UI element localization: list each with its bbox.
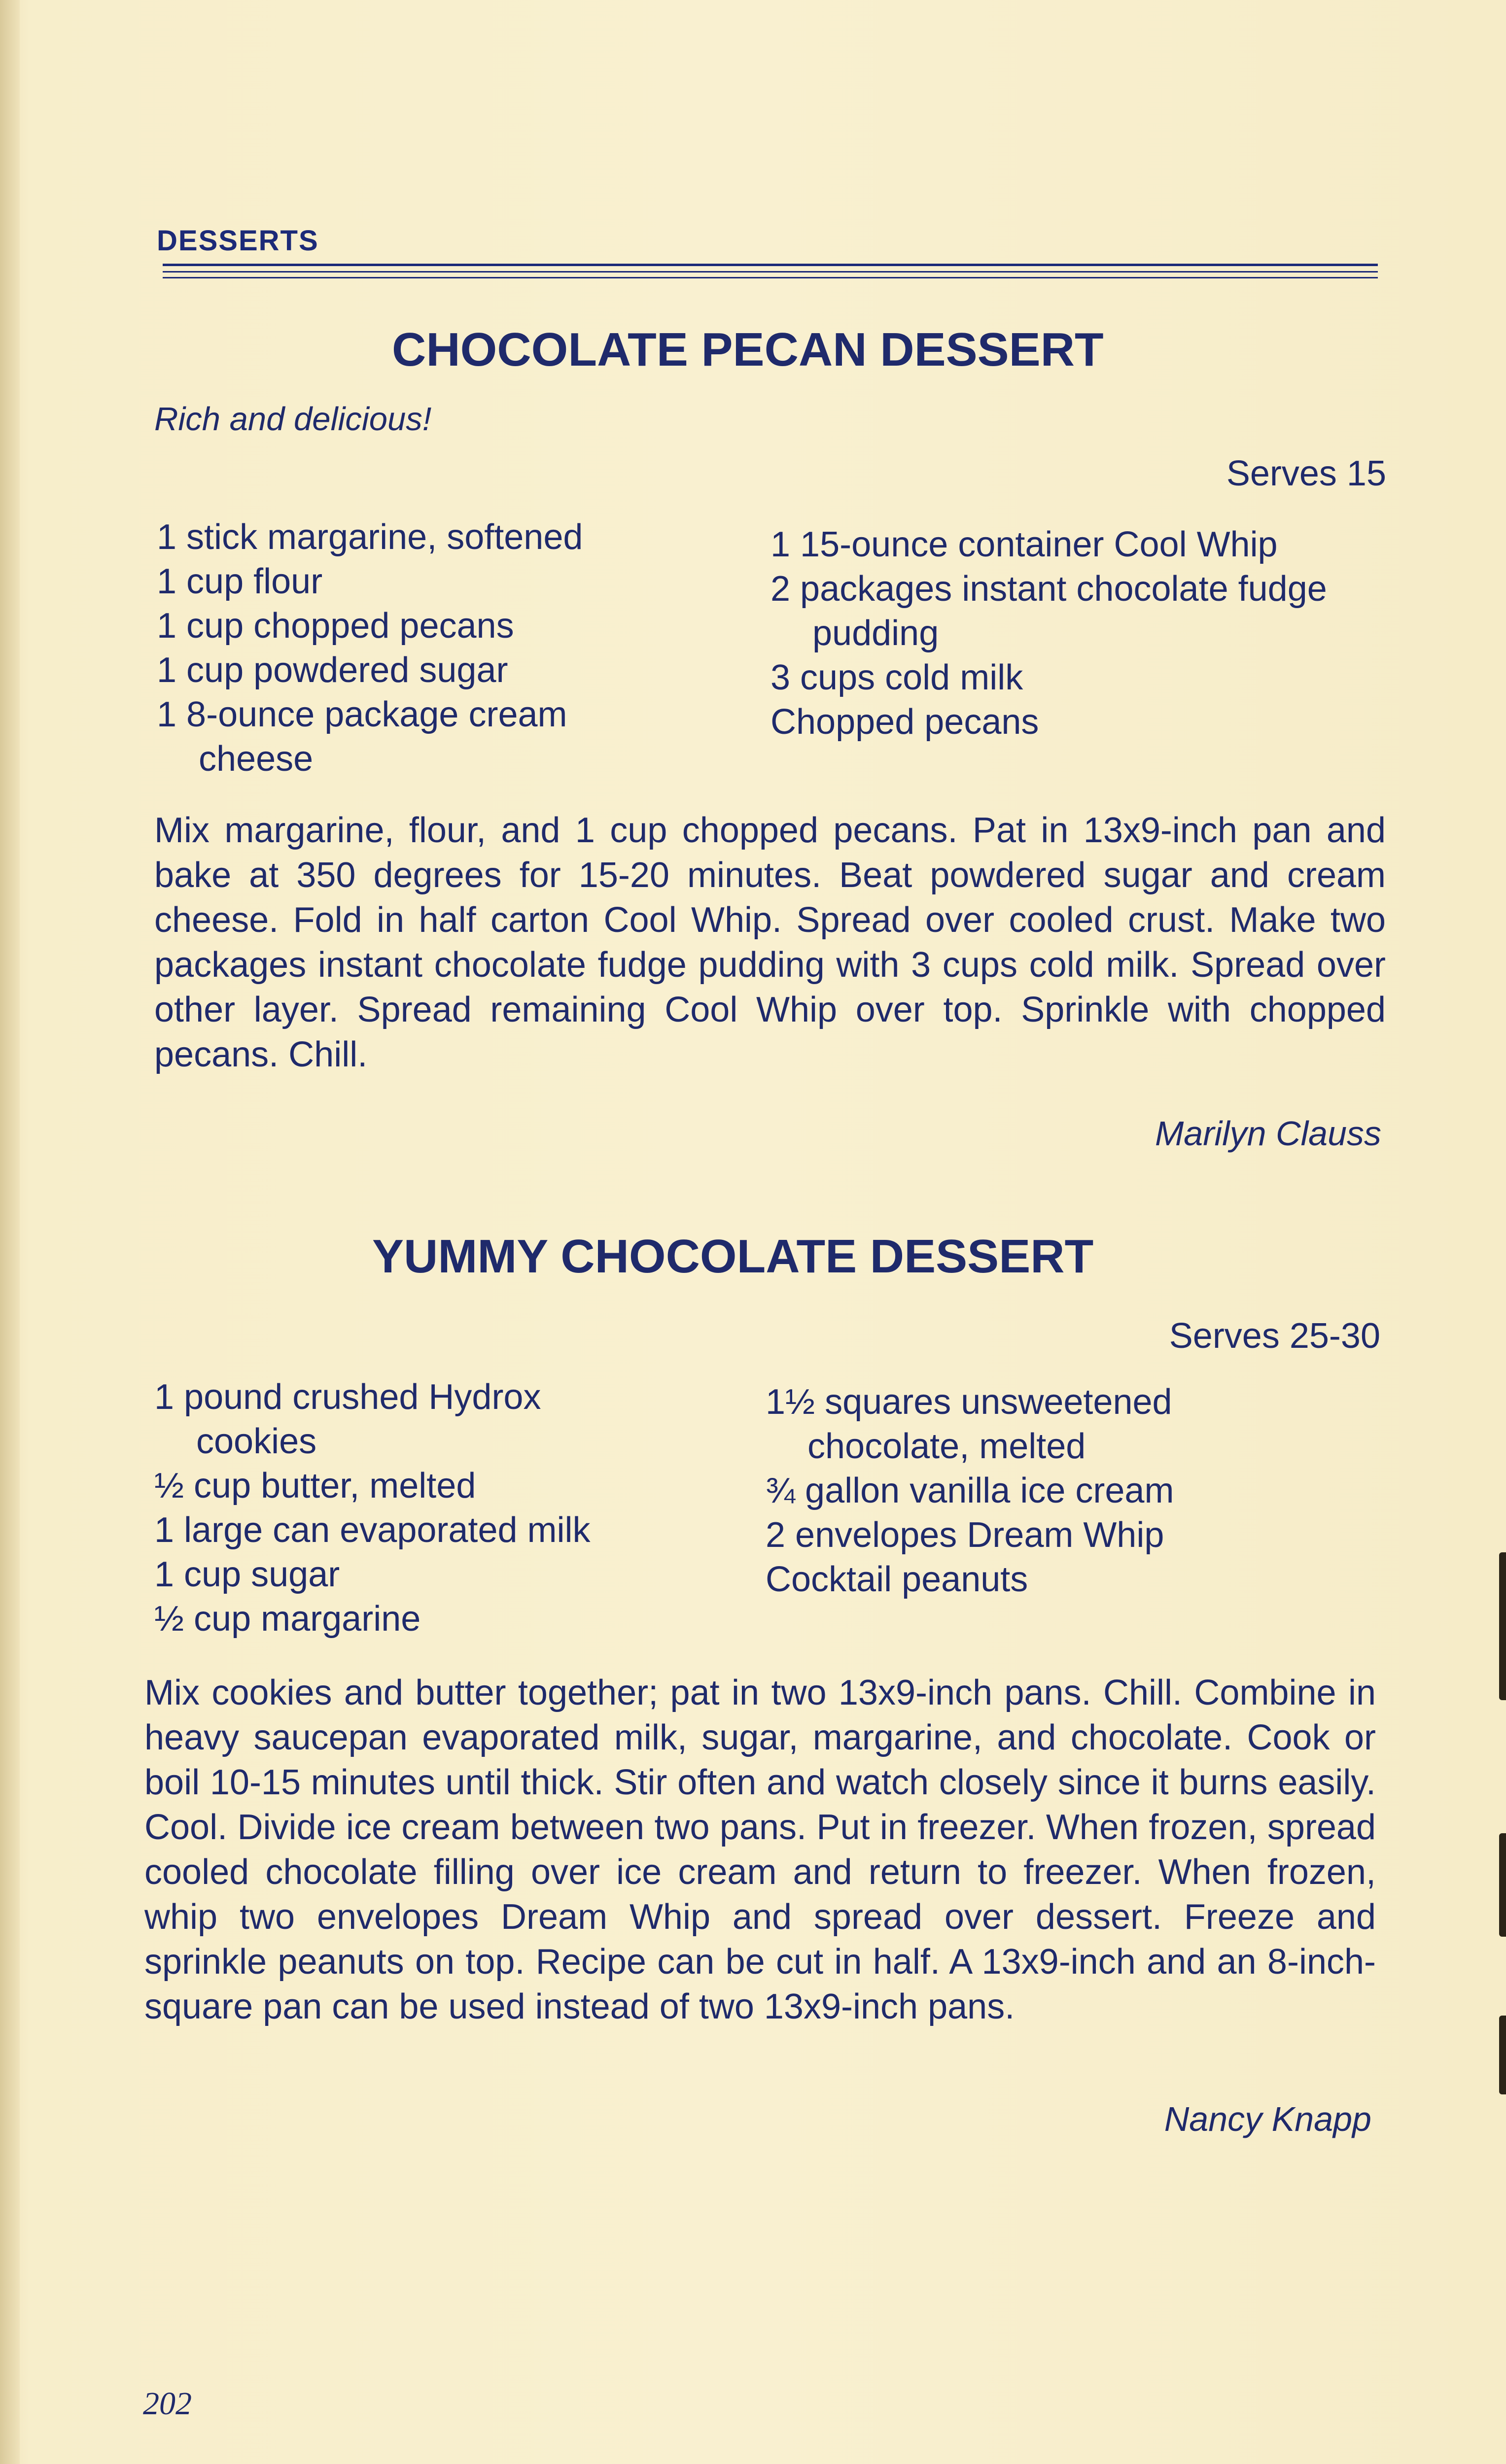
ingredient: Chopped pecans bbox=[771, 702, 1039, 742]
ingredient: 2 packages instant chocolate fudge bbox=[771, 569, 1327, 609]
page-edge-mark bbox=[1499, 1833, 1506, 1937]
ingredient: 1 8-ounce package cream bbox=[157, 695, 567, 734]
recipe-title: YUMMY CHOCOLATE DESSERT bbox=[372, 1230, 1094, 1283]
ingredient: 1 cup powdered sugar bbox=[157, 650, 508, 690]
page-number: 202 bbox=[143, 2386, 192, 2422]
recipe-author: Nancy Knapp bbox=[1164, 2100, 1371, 2138]
ingredient: 1 15-ounce container Cool Whip bbox=[771, 525, 1278, 564]
binding-edge bbox=[0, 0, 20, 2464]
recipe-author: Marilyn Clauss bbox=[1155, 1114, 1381, 1153]
ingredient: 1½ squares unsweetened bbox=[766, 1382, 1172, 1422]
ingredient: 1 cup sugar bbox=[154, 1555, 340, 1594]
recipe-directions: Mix cookies and butter together; pat in two 13x9-inch pans. Chill. Combine in heavy saucepan evaporated milk, sugar, margarine, and chocolate. Cook or boil 10-15 minutes until thick. Stir often and watch closely since it burns easily. Cool. Divide ice cream between two pans. Put in freezer. When frozen, spread cooled chocolate filling over ice cream and return to freezer. When frozen, whip two envelopes Dream Whip and spread over dessert. Freeze and sprinkle peanuts on top. Recipe can be cut in half. A 13x9-inch and an 8-inch-square pan can be used instead of two 13x9-inch pans. bbox=[144, 1673, 1376, 2026]
ingredient: ½ cup margarine bbox=[154, 1599, 421, 1639]
recipe-tagline: Rich and delicious! bbox=[154, 401, 432, 438]
ingredient: 1 stick margarine, softened bbox=[157, 517, 583, 557]
ingredient: 1 pound crushed Hydrox bbox=[154, 1377, 541, 1417]
section-rule bbox=[163, 277, 1378, 278]
ingredient: ½ cup butter, melted bbox=[154, 1466, 476, 1506]
ingredient: Cocktail peanuts bbox=[766, 1560, 1028, 1599]
ingredient-continuation: chocolate, melted bbox=[807, 1427, 1086, 1466]
ingredient-list bbox=[766, 1380, 1174, 1602]
page-edge-mark bbox=[1499, 1552, 1506, 1700]
ingredient-list bbox=[157, 515, 583, 781]
ingredient-continuation: cookies bbox=[196, 1422, 317, 1461]
recipe-directions: Mix margarine, flour, and 1 cup chopped pecans. Pat in 13x9-inch pan and bake at 350 degrees for 15-20 minutes. Beat powdered sugar and cream cheese. Fold in half carton Cool Whip. Spread over cooled crust. Make two packages instant chocolate fudge pudding with 3 cups cold milk. Spread over other layer. Spread remaining Cool Whip over top. Sprinkle with chopped pecans. Chill. bbox=[154, 811, 1386, 1074]
section-rule bbox=[163, 271, 1378, 273]
recipe-title: CHOCOLATE PECAN DESSERT bbox=[392, 323, 1104, 376]
ingredient: ¾ gallon vanilla ice cream bbox=[766, 1471, 1174, 1510]
ingredient: 3 cups cold milk bbox=[771, 658, 1023, 697]
page-edge-mark bbox=[1499, 2016, 1506, 2094]
ingredient-continuation: pudding bbox=[812, 614, 939, 653]
recipe-serves: Serves 15 bbox=[1226, 454, 1386, 493]
ingredient-list bbox=[771, 522, 1327, 744]
section-heading: DESSERTS bbox=[157, 225, 319, 257]
ingredient-continuation: cheese bbox=[199, 739, 314, 779]
ingredient: 1 cup flour bbox=[157, 562, 323, 601]
ingredient: 2 envelopes Dream Whip bbox=[766, 1515, 1164, 1555]
ingredient-list bbox=[154, 1375, 591, 1641]
recipe-serves: Serves 25-30 bbox=[1169, 1316, 1380, 1356]
ingredient: 1 large can evaporated milk bbox=[154, 1510, 591, 1550]
section-rule bbox=[163, 264, 1378, 266]
ingredient: 1 cup chopped pecans bbox=[157, 606, 514, 646]
